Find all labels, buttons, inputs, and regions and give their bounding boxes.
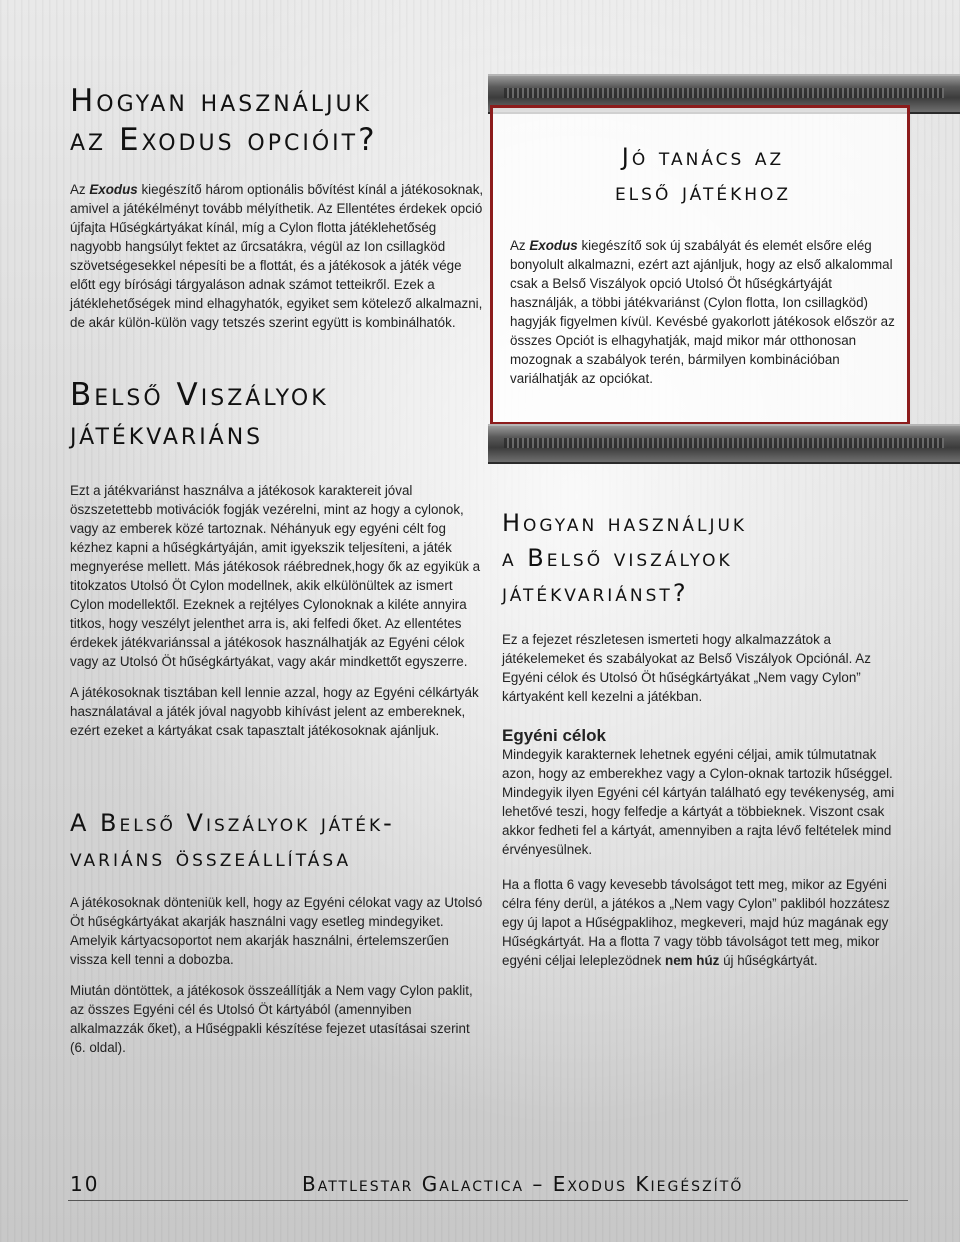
paragraph: A játékosoknak dönteniük kell, hogy az Egyéni célokat vagy az Utolsó Öt hűségkártyákat akarják használni vagy esetleg mindegyiket. Amelyik kártyacsoportot nem akarják használni, értelemszerűen vissza kell tenni a dobozba. (70, 895, 483, 967)
variant-body (70, 481, 485, 752)
heading-line: variáns összeállítása (70, 843, 352, 872)
paragraph: Ez a fejezet részletesen ismerteti hogy alkalmazzátok a játékelemeket és szabályokat az Belső Viszályok Opciónál. Az Egyéni célok és Utolsó Öt hűségkártyákat „Nem vagy Cylon” kártyaként kell kezelni a játékban. (502, 632, 871, 704)
paragraph: Az Exodus kiegészítő három optionális bővítést kínál a játékosoknak, amivel a játékélményt tovább mélyíthetik. Az Ellentétes érdekek opció újfajta Hűségkártyákat kínál, míg a Cylon flotta játéklehetőség nagyobb hangsúlyt fektet az űrcsatákra, végül az Ion csillagköd szövetségesekkel népesíti be a flottát, és a játékosok a játék vége előtt egy bírósági tárgyaláson adnak számot tetteikről. Ezek a játéklehetőségek mind elhagyhatók, egyiket sem kötelező alkalmazni, de akár külön-külön vagy tetszés szerint együtt is kombinálhatók. (70, 182, 484, 330)
heading-line: az Exodus opcióit? (70, 121, 378, 158)
setup-heading (70, 806, 490, 876)
footer-rule (68, 1200, 908, 1201)
paragraph: Az Exodus kiegészítő sok új szabályát és elemét elsőre elég bonyolult alkalmazni, ezért azt ajánljuk, hogy az első alkalommal csak a Belső Viszályok opció Utolsó Öt hűségkártyáját használják, a többi játékvariánst (Cylon flotta, Ion csillagköd) hagyják figyelmen kívül. Kevésbé gyakorlott játékosok először az összes Opciót is elhagyhatják, majd mikor már otthonosan mozognak a szabályok terén, bármilyen kombinációban variálhatják az opciókat. (510, 238, 895, 386)
paragraph: Ezt a játékvariánst használva a játékosok karaktereit jóval öszszetettebb motivációk fogják vezérelni, mint az hogy a cylonok, vagy az emberek közé tartoznak. Néhányuk egy egyéni célt fog kézhez kapni a hűségkártyáján, amit igyekszik teljesíteni, a játék megnyerése mellett. Más játékosok ráébrednek,hogy ők az egyikük a titokzatos Utolsó Öt Cylon modellnek, akik elkülönültek az ismert Cylon modellektől. Ezeknek a rejtélyes Cylonoknak a kiléte annyira titkos, hogy veszélyt jelenthet arra is, aki felfedi őket. Az ellentétes érdekek játékvariánssal a játékosok használhatják az Egyéni célok vagy az Utolsó Öt hűségkártyákat, vagy akár mindkettőt egyszerre. (70, 483, 481, 669)
bold-term: nem húz (665, 953, 720, 968)
tip-body (510, 236, 895, 400)
heading-line: Belső Viszályok (70, 377, 329, 413)
paragraph: A játékosoknak tisztában kell lennie azzal, hogy az Egyéni célkártyák használatával a játék jóval nagyobb kihívást jelent az embereknek, ezért ezeket a kártyákat csak tapasztalt játékosoknak ajánljuk. (70, 685, 479, 738)
heading-line: Jó tanács az (621, 143, 785, 171)
paragraph: Mindegyik karakternek lehetnek egyéni céljai, amik túlmutatnak azon, hogy az emberekhez vagy a Cylon-oknak tartozik hűséggel. Mindegyik ilyen Egyéni cél kártyán található egy tevékenység, ami lehetővé teszi, hogy felfedje a kártyát a többieknek. Viszont csak akkor fedheti fel a kártyát, amennyiben a rajta lévő feltételek mind érvényesülnek. (502, 747, 895, 857)
book-title: Battlestar Galactica – Exodus Kiegészítő (302, 1172, 744, 1196)
exodus-term: Exodus (89, 182, 138, 197)
tip-heading (493, 140, 913, 210)
tip-sidebar (490, 105, 910, 425)
heading-line: játékvariánst? (502, 578, 689, 607)
heading-line: a Belső viszályok (502, 543, 733, 572)
heading-line: első játékhoz (614, 177, 792, 206)
page-number: 10 (70, 1172, 100, 1196)
setup-body (70, 893, 485, 1069)
exodus-options-body (70, 180, 485, 344)
personal-goals-subheading: Egyéni célok (502, 726, 606, 745)
heading-line: Hogyan használjuk (502, 509, 748, 537)
heading-line: játékvariáns (70, 415, 264, 452)
exodus-term: Exodus (529, 238, 578, 253)
paragraph: Miután döntöttek, a játékosok összeállítják a Nem vagy Cylon paklit, az összes Egyéni cél és Utolsó Öt kártyából (amennyiben alkalmazzák őket), a Hűségpakli készítése fejezet utasításai szerint (6. oldal). (70, 983, 473, 1055)
heading-line: Hogyan használjuk (70, 83, 373, 119)
howto-body (502, 630, 912, 982)
exodus-options-heading (70, 82, 490, 160)
variant-heading (70, 376, 490, 454)
heading-line: A Belső Viszályok játék- (70, 809, 395, 837)
sidebar-bottom-bar (488, 424, 960, 464)
paragraph: Ha a flotta 6 vagy kevesebb távolságot tett meg, mikor az Egyéni célra fény derül, a játékos a „Nem vagy Cylon” pakliból hozzátesz egy új lapot a Hűségpaklihoz, megkeveri, majd húz magának egy Hűségkártyát. Ha a flotta 7 vagy több távolságot tett meg, mikor egyéni céljai leleplezödnek nem húz új hűségkártyát. (502, 877, 890, 968)
howto-heading (502, 506, 922, 610)
